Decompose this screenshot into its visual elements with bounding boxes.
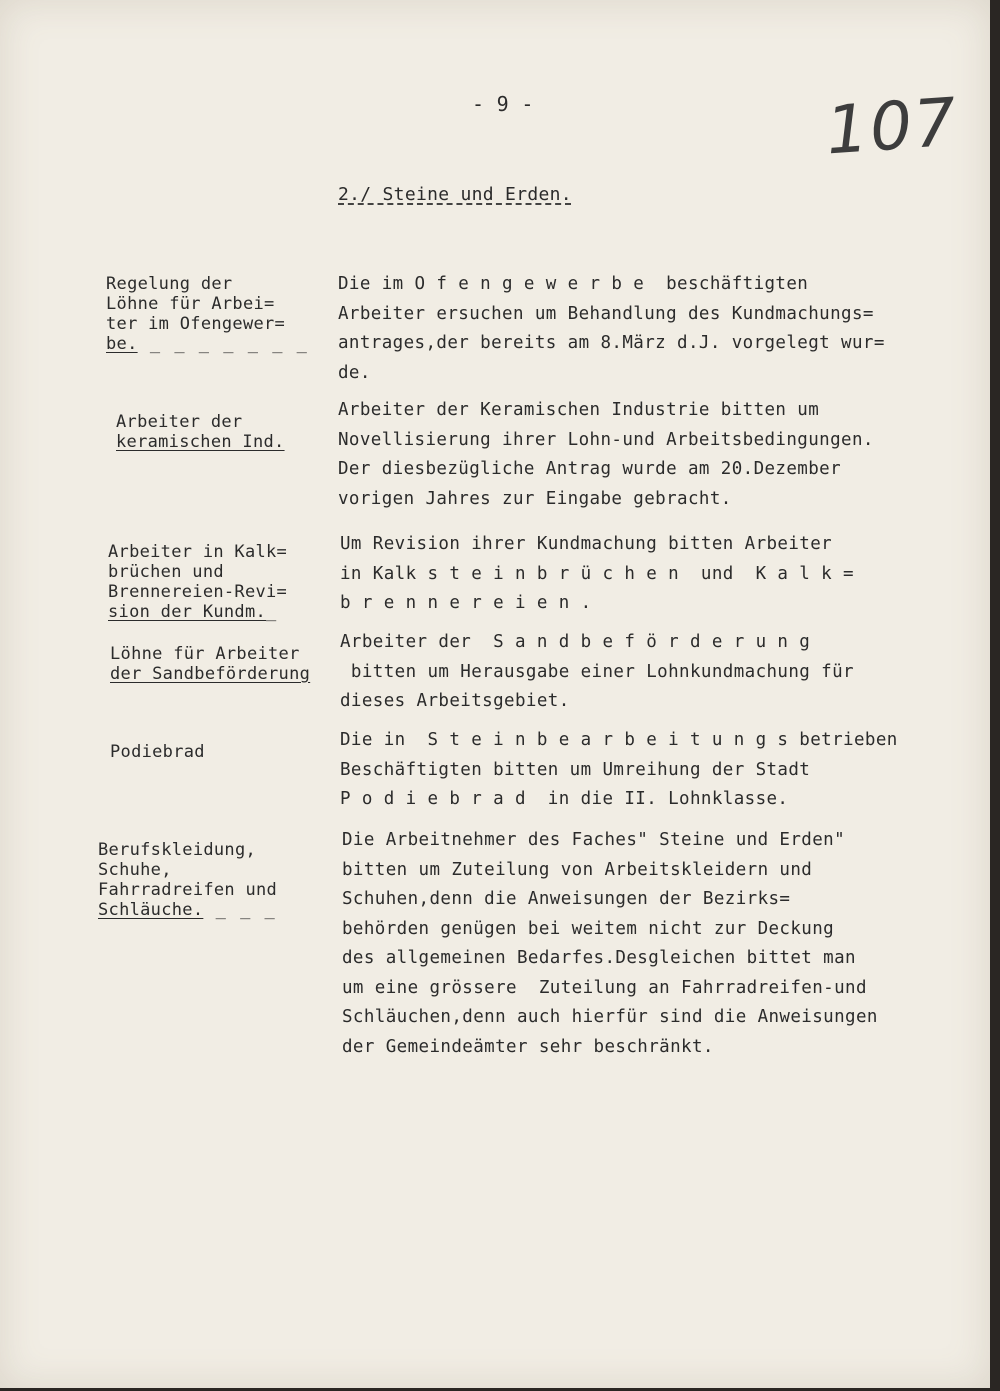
paragraph-podiebrad: Die in S t e i n b e a r b e i t u n g s betrieben Beschäftigten bitten um Umreihung der Stadt P o d i e b r a d in die II. Lohnklasse. [340, 730, 898, 809]
margin-note-berufskleidung: Berufskleidung, Schuhe, Fahrradreifen und Schläuche. _ _ _ [98, 840, 278, 920]
section-heading: 2./ Steine und Erden. [338, 184, 572, 205]
paragraph-sandbefoerderung: Arbeiter der S a n d b e f ö r d e r u n g bitten um Herausgabe einer Lohnkundmachung für dieses Arbeitsgebiet. [340, 632, 854, 711]
margin-note-sandbefoerderung: Löhne für Arbeiter der Sandbeförderung [110, 644, 311, 684]
paragraph-ofengewerbe: Die im O f e n g e w e r b e beschäftigten Arbeiter ersuchen um Behandlung des Kundmachungs= antrages,der bereits am 8.März d.J. vorgelegt wur= de. [338, 274, 885, 383]
margin-note-kalk: Arbeiter in Kalk= brüchen und Brennereien-Revi= sion der Kundm._ [108, 542, 288, 622]
margin-note-ofengewerbe: Regelung der Löhne für Arbei= ter im Ofengewer= be. _ _ _ _ _ _ _ [106, 274, 309, 354]
paragraph-berufskleidung: Die Arbeitnehmer des Faches" Steine und Erden" bitten um Zuteilung von Arbeitskleidern und Schuhen,denn die Anweisungen der Bezirks= behörden genügen bei weitem nicht zur Deckung des allgemeinen Bedarfes.Desgleichen bittet man um eine grössere Zuteilung an Fahrradreifen-und Schläuchen,denn auch hierfür sind die Anweisungen der Gemeindeämter sehr beschränkt. [342, 830, 878, 1057]
paragraph-kalk: Um Revision ihrer Kundmachung bitten Arbeiter in Kalk s t e i n b r ü c h e n und K a l k = b r e n n e r e i e n . [340, 534, 854, 613]
margin-note-podiebrad: Podiebrad [110, 742, 205, 762]
paragraph-keramik: Arbeiter der Keramischen Industrie bitten um Novellisierung ihrer Lohn-und Arbeitsbedingungen. Der diesbezügliche Antrag wurde am 20.Dezember vorigen Jahres zur Eingabe gebracht. [338, 400, 874, 509]
handwritten-archive-number: 107 [823, 83, 961, 170]
margin-note-keramik: Arbeiter der keramischen Ind. [116, 412, 285, 452]
page-number: - 9 - [472, 92, 534, 116]
